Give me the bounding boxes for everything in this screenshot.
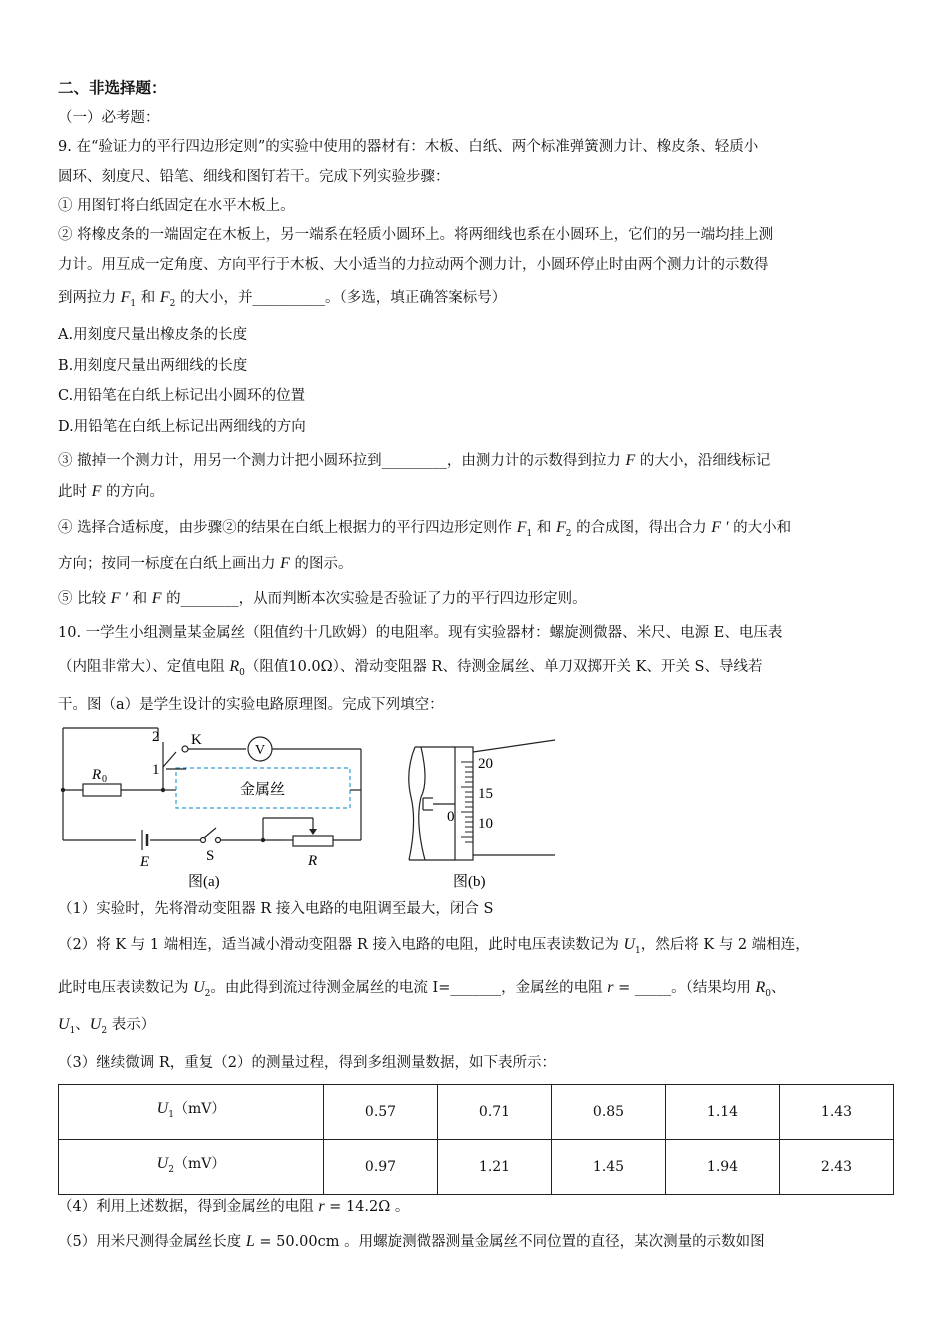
q10-part2-b (58, 977, 785, 1005)
text: 、 (75, 1017, 90, 1033)
q9-step2-a: ② 将橡皮条的一端固定在木板上，另一端系在轻质小圆环上。将两细线也系在小圆环上，它们的另一端均挂上测 (58, 227, 774, 243)
text: 方向；按同一标度在白纸上画出力 (58, 556, 281, 572)
q9-step4-b (58, 553, 353, 575)
table-cell: 1.45 (552, 1140, 666, 1195)
text: ⑤ 比较 (58, 591, 111, 607)
q9-step1: ① 用图钉将白纸固定在水平木板上。 (58, 198, 295, 214)
sym-F1: F (120, 289, 131, 306)
sub: 1 (130, 298, 137, 309)
text: 的合成图，得出合力 (571, 520, 712, 536)
label-R0-sub: 0 (102, 774, 107, 785)
option-b: B.用刻度尺量出两细线的长度 (58, 358, 248, 374)
sym-F: F (91, 483, 102, 500)
q9-line1: 9. 在“验证力的平行四边形定则”的实验中使用的器材有：木板、白纸、两个标准弹簧测力计、橡皮条、轻质小 (58, 139, 759, 155)
table-cell: 0.85 (552, 1085, 666, 1140)
sub: 1 (168, 1109, 174, 1120)
text: 和 (532, 520, 556, 536)
table-cell: 0.97 (324, 1140, 438, 1195)
q9-step4-a (58, 517, 791, 545)
caption-a: 图(a) (188, 874, 220, 890)
text: 的方向。 (101, 484, 164, 500)
label-S: S (206, 848, 215, 864)
sym-U2: U (156, 1155, 169, 1173)
q10-line3: 干。图（a）是学生设计的实验电路原理图。完成下列填空： (58, 697, 444, 713)
sub: 2 (168, 1164, 174, 1175)
q9-step3-b (58, 481, 164, 503)
label-2: 2 (152, 729, 160, 745)
text: 的图示。 (289, 556, 353, 572)
q10-line1: 10. 一学生小组测量某金属丝（阻值约十几欧姆）的电阻率。现有实验器材：螺旋测微器、米尺、电源 E、电压表 (58, 625, 783, 641)
tick-20: 20 (478, 756, 493, 772)
sym-F2: F (555, 519, 566, 536)
text: 的________，从而判断本次实验是否验证了力的平行四边形定则。 (161, 591, 587, 607)
sym-F: F (151, 590, 162, 607)
row-header (59, 1085, 324, 1140)
caption-b: 图(b) (453, 874, 486, 890)
text: = 14.2Ω 。 (324, 1199, 410, 1215)
q9-step3-a (58, 450, 770, 472)
text: ③ 撤掉一个测力计，用另一个测力计把小圆环拉到_________，由测力计的示数得到拉力 (58, 453, 626, 469)
text: （内阻非常大）、定值电阻 (58, 659, 230, 675)
table-cell: 1.14 (666, 1085, 780, 1140)
text: 。由此得到流过待测金属丝的电流 I=_______，金属丝的电阻 (210, 980, 608, 996)
table-cell: 1.21 (438, 1140, 552, 1195)
sym-R0: R (755, 979, 766, 996)
q10-part4 (58, 1196, 409, 1218)
q9-line2: 圆环、刻度尺、铅笔、细线和图钉若干。完成下列实验步骤： (58, 169, 450, 185)
q10-part2-c (58, 1014, 155, 1042)
q9-step2-b: 力计。用互成一定角度、方向平行于木板、大小适当的力拉动两个测力计，小圆环停止时由两个测力计的示数得 (58, 257, 769, 273)
q10-part2-a (58, 934, 810, 962)
text: = 50.00cm 。用螺旋测微器测量金属丝不同位置的直径，某次测量的示数如图 (254, 1234, 765, 1250)
table-row (59, 1140, 894, 1195)
table-cell: 0.71 (438, 1085, 552, 1140)
q10-part1: （1）实验时，先将滑动变阻器 R 接入电路的电阻调至最大，闭合 S (58, 901, 494, 917)
label-1: 1 (152, 762, 160, 778)
sub: 0 (765, 988, 771, 999)
text: 、 (770, 980, 786, 996)
option-a: A.用刻度尺量出橡皮条的长度 (58, 327, 248, 343)
sym-R0: R (229, 658, 240, 675)
text: 此时 (58, 484, 92, 500)
section-title: 二、非选择题： (58, 79, 167, 97)
sym-U2: U (89, 1016, 102, 1033)
sym-U2: U (193, 979, 205, 996)
sub: 2 (565, 528, 572, 539)
tick-15: 15 (478, 786, 493, 802)
table-cell: 2.43 (780, 1140, 894, 1195)
data-table (58, 1084, 894, 1195)
unit: （mV） (173, 1101, 226, 1118)
q10-part5 (58, 1231, 765, 1253)
q10-line2 (58, 656, 762, 684)
sym-F2: F (159, 289, 170, 306)
sub: 1 (635, 945, 641, 956)
sym-r: r (318, 1198, 325, 1215)
text: 到两拉力 (58, 290, 121, 306)
sym-F1: F (516, 519, 527, 536)
tick-0: 0 (447, 809, 455, 825)
tick-10: 10 (478, 816, 493, 832)
table-cell: 1.43 (780, 1085, 894, 1140)
text: 的大小，沿细线标记 (635, 453, 771, 469)
micrometer-diagram (403, 722, 563, 892)
text: 此时电压表读数记为 (58, 980, 194, 996)
sym-U1: U (58, 1016, 70, 1033)
voltmeter-label: V (255, 743, 266, 758)
q9-step2-c (58, 287, 506, 315)
label-K: K (191, 732, 202, 748)
section-subtitle: （一）必考题： (58, 110, 160, 126)
text: ④ 选择合适标度，由步骤②的结果在白纸上根据力的平行四边形定则作 (58, 520, 517, 536)
label-R: R (308, 853, 318, 869)
circuit-diagram (58, 722, 368, 892)
text: 的大小和 (728, 520, 792, 536)
sym-F: F (280, 555, 290, 572)
sym-F-prime: F ′ (110, 590, 128, 607)
label-E: E (140, 854, 150, 870)
row-header (59, 1140, 324, 1195)
sym-L: L (245, 1233, 255, 1250)
label-R0: R (92, 767, 102, 783)
text: 的大小，并__________。（多选，填正确答案标号） (175, 290, 507, 306)
sub: 1 (69, 1025, 76, 1036)
sym-U1: U (623, 936, 636, 953)
text: ，然后将 K 与 2 端相连， (640, 937, 810, 953)
sym-F: F (625, 452, 636, 469)
sub: 2 (169, 298, 176, 309)
text: （4）利用上述数据，得到金属丝的电阻 (58, 1199, 319, 1215)
text: （5）用米尺测得金属丝长度 (58, 1234, 246, 1250)
option-c: C.用铅笔在白纸上标记出小圆环的位置 (58, 388, 306, 404)
sub: 1 (526, 528, 533, 539)
sym-F-prime: F ′ (711, 519, 729, 536)
unit: （mV） (173, 1156, 226, 1173)
text: 和 (136, 290, 160, 306)
sub: 2 (204, 988, 211, 999)
label-wire: 金属丝 (240, 782, 286, 798)
sym-U1: U (156, 1100, 169, 1118)
sym-r: r (607, 979, 614, 996)
table-cell: 0.57 (324, 1085, 438, 1140)
text: （阻值10.0Ω）、滑动变阻器 R、待测金属丝、单刀双掷开关 K、开关 S、导线若 (244, 659, 763, 675)
table-cell: 1.94 (666, 1140, 780, 1195)
text: 和 (128, 591, 152, 607)
text: （2）将 K 与 1 端相连，适当减小滑动变阻器 R 接入电路的电阻，此时电压表读数记为 (58, 937, 624, 953)
sub: 2 (101, 1025, 108, 1036)
text: 表示） (107, 1017, 156, 1033)
q9-step5 (58, 588, 587, 610)
option-d: D.用铅笔在白纸上标记出两细线的方向 (58, 419, 306, 435)
sub: 0 (239, 667, 245, 678)
table-row (59, 1085, 894, 1140)
text: = _____。（结果均用 (613, 980, 756, 996)
q10-part3: （3）继续微调 R，重复（2）的测量过程，得到多组测量数据，如下表所示： (58, 1055, 556, 1071)
